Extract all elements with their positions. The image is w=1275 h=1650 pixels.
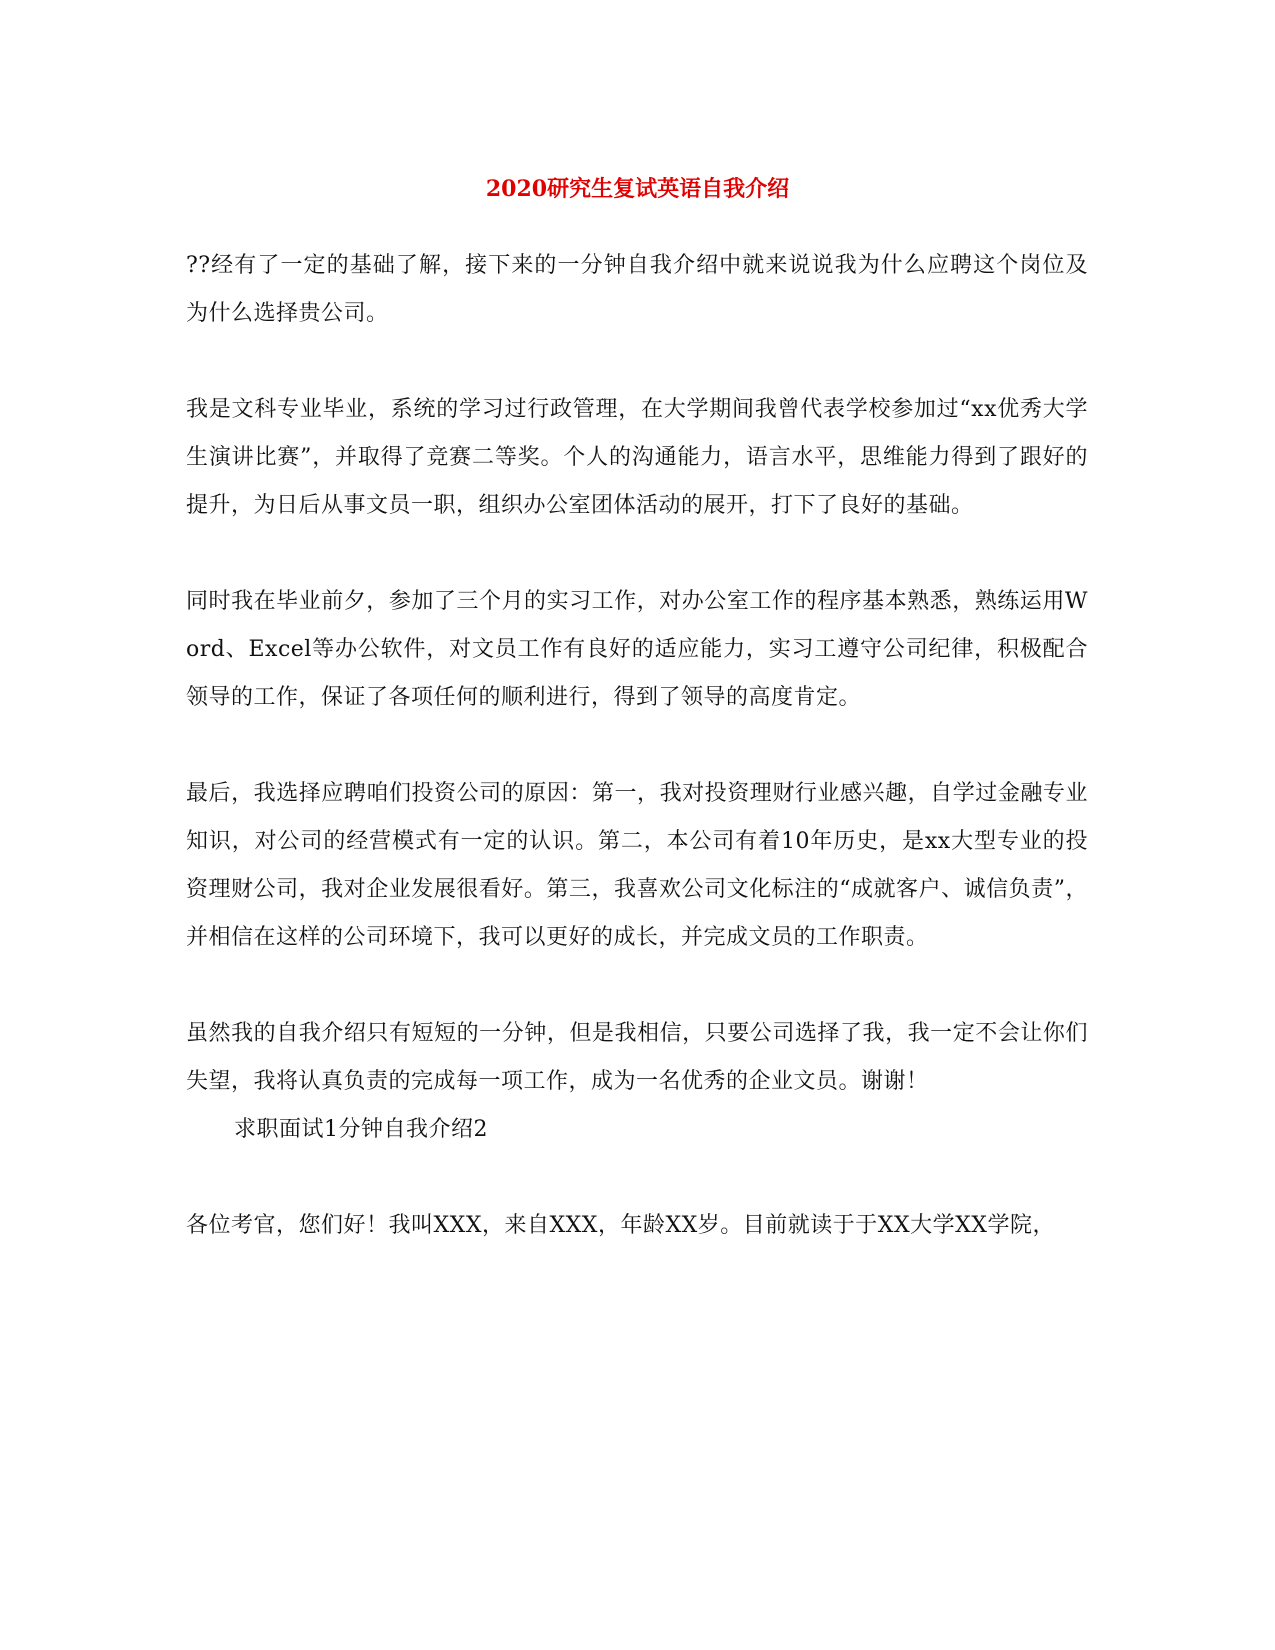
document-body <box>186 242 1088 1250</box>
paragraph-1: ??经有了一定的基础了解，接下来的一分钟自我介绍中就来说说我为什么应聘这个岗位及为什么选择贵公司。 <box>186 253 1088 326</box>
paragraph-5: 虽然我的自我介绍只有短短的一分钟，但是我相信，只要公司选择了我，我一定不会让你们失望，我将认真负责的完成每一项工作，成为一名优秀的企业文员。谢谢！ <box>186 1021 1088 1094</box>
paragraph-4: 最后，我选择应聘咱们投资公司的原因：第一，我对投资理财行业感兴趣，自学过金融专业知识，对公司的经营模式有一定的认识。第二，本公司有着10年历史，是xx大型专业的投资理财公司，我对企业发展很看好。第三，我喜欢公司文化标注的“成就客户、诚信负责”，并相信在这样的公司环境下，我可以更好的成长，并完成文员的工作职责。 <box>186 781 1088 950</box>
document-title: 2020研究生复试英语自我介绍 <box>485 176 790 202</box>
paragraph-2: 我是文科专业毕业，系统的学习过行政管理，在大学期间我曾代表学校参加过“xx优秀大学生演讲比赛”，并取得了竞赛二等奖。个人的沟通能力，语言水平，思维能力得到了跟好的提升，为日后从事文员一职，组织办公室团体活动的展开，打下了良好的基础。 <box>186 397 1088 518</box>
paragraph-3: 同时我在毕业前夕，参加了三个月的实习工作，对办公室工作的程序基本熟悉，熟练运用Word、Excel等办公软件，对文员工作有良好的适应能力，实习工遵守公司纪律，积极配合领导的工作，保证了各项任何的顺利进行，得到了领导的高度肯定。 <box>186 589 1088 710</box>
paragraph-6: 各位考官，您们好！我叫XXX，来自XXX，年龄XX岁。目前就读于于XX大学XX学院， <box>186 1213 1055 1238</box>
subheading: 求职面试1分钟自我介绍2 <box>234 1117 488 1142</box>
